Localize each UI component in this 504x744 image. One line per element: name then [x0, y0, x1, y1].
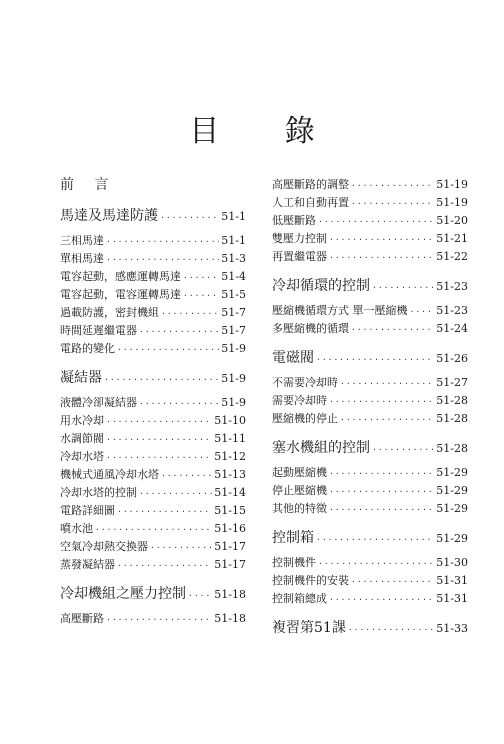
toc-chapter-entry [60, 176, 246, 194]
dot-leader [106, 251, 219, 268]
toc-entry-title: 空氣冷却熱交換器 [60, 540, 148, 553]
toc-page-number: 51-3 [221, 252, 246, 265]
toc-page-number: 51-30 [436, 556, 468, 569]
dot-leader [106, 431, 212, 448]
toc-page-number: 51-23 [436, 280, 468, 293]
dot-leader [351, 195, 434, 212]
toc-page-number: 51-4 [221, 270, 246, 283]
toc-page-number: 51-31 [436, 574, 468, 587]
dot-leader [318, 555, 434, 572]
dot-leader [117, 557, 212, 574]
toc-entry [60, 232, 246, 250]
toc-entry [60, 250, 246, 268]
toc-chapter-entry [272, 346, 468, 370]
toc-page-number: 51-9 [221, 372, 246, 385]
toc-entry [272, 194, 468, 212]
dot-leader [340, 411, 434, 428]
toc-page-number: 51-17 [214, 558, 246, 571]
toc-entry [272, 248, 468, 266]
dot-leader [106, 413, 212, 430]
toc-entry [60, 556, 246, 574]
toc-entry-title: 不需要冷却時 [272, 376, 338, 389]
toc-entry-title: 液體冷卻凝結器 [60, 396, 137, 409]
toc-entry-title: 冷却機組之壓力控制 [60, 586, 186, 602]
toc-entry [272, 230, 468, 248]
dot-leader [183, 269, 219, 286]
toc-entry [60, 322, 246, 340]
toc-entry-title: 高壓斷路 [60, 612, 104, 625]
toc-entry [60, 448, 246, 466]
dot-leader [183, 287, 219, 304]
toc-left-column [60, 176, 246, 628]
toc-entry-title: 機械式通風冷却水塔 [60, 468, 159, 481]
toc-entry [272, 590, 468, 608]
toc-page-number: 51-1 [221, 210, 246, 223]
toc-entry-title: 多壓縮機的循環 [272, 322, 349, 335]
toc-page-number: 51-24 [436, 322, 468, 335]
toc-entry [272, 302, 468, 320]
toc-page-number: 51-11 [214, 432, 246, 445]
toc-entry-title: 用水冷却 [60, 414, 104, 427]
toc-page-number: 51-19 [436, 178, 468, 191]
dot-leader [329, 483, 434, 500]
toc-entry [60, 484, 246, 502]
toc-entry-title: 過載防護，密封機組 [60, 306, 159, 319]
dot-leader [318, 213, 434, 230]
dot-leader [188, 584, 212, 606]
toc-entry-title: 控制箱 [272, 530, 314, 546]
toc-page-number: 51-5 [221, 288, 246, 301]
toc-page-number: 51-19 [436, 196, 468, 209]
toc-page-number: 51-12 [214, 450, 246, 463]
toc-page-number: 51-16 [214, 522, 246, 535]
dot-leader [329, 465, 434, 482]
toc-entry-title: 低壓斷路 [272, 214, 316, 227]
toc-page-number: 51-29 [436, 502, 468, 515]
toc-entry [272, 392, 468, 410]
toc-entry [272, 374, 468, 392]
toc-page-number: 51-29 [436, 484, 468, 497]
toc-entry-title: 高壓斷路的調整 [272, 178, 349, 191]
toc-entry [272, 212, 468, 230]
toc-page-number: 51-7 [221, 306, 246, 319]
toc-page-number: 51-22 [436, 250, 468, 263]
toc-page-number: 51-33 [436, 622, 468, 635]
dot-leader [139, 485, 212, 502]
toc-page-number: 51-27 [436, 376, 468, 389]
dot-leader [106, 611, 212, 628]
toc-page-number: 51-31 [436, 592, 468, 605]
dot-leader [329, 501, 434, 518]
toc-page-number: 51-17 [214, 540, 246, 553]
toc-entry-title: 複習第51課 [272, 620, 346, 636]
dot-leader [161, 467, 212, 484]
toc-page-number: 51-15 [214, 504, 246, 517]
toc-entry-title: 三相馬達 [60, 234, 104, 247]
toc-entry [60, 340, 246, 358]
dot-leader [329, 231, 434, 248]
dot-leader [348, 618, 434, 640]
toc-entry-title: 再置繼電器 [272, 250, 327, 263]
toc-entry [60, 304, 246, 322]
toc-chapter-entry [60, 366, 246, 390]
toc-entry-title: 停止壓縮機 [272, 484, 327, 497]
toc-page-number: 51-21 [436, 232, 468, 245]
toc-page-number: 51-28 [436, 412, 468, 425]
toc-page-number: 51-28 [436, 442, 468, 455]
toc-entry-title: 人工和自動再置 [272, 196, 349, 209]
toc-right-column [272, 176, 468, 644]
toc-entry-title: 電路的變化 [60, 342, 115, 355]
toc-entry [60, 412, 246, 430]
toc-entry-title: 控制機件 [272, 556, 316, 569]
toc-entry [60, 610, 246, 628]
dot-leader [316, 528, 434, 550]
dot-leader [160, 206, 219, 228]
toc-page-number: 51-18 [214, 612, 246, 625]
toc-chapter-entry [272, 616, 468, 640]
toc-page-number: 51-1 [221, 234, 246, 247]
toc-entry-title: 需要冷却時 [272, 394, 327, 407]
toc-entry-title: 電容起動，感應運轉馬達 [60, 270, 181, 283]
toc-entry-title: 壓縮機的停止 [272, 412, 338, 425]
dot-leader [351, 177, 434, 194]
toc-page-number: 51-29 [436, 532, 468, 545]
toc-chapter-entry [60, 204, 246, 228]
toc-entry [272, 464, 468, 482]
toc-entry-title: 其他的特徵 [272, 502, 327, 515]
toc-entry-title: 電磁閥 [272, 350, 314, 366]
dot-leader [106, 449, 212, 466]
toc-entry-title: 起動壓縮機 [272, 466, 327, 479]
dot-leader [351, 573, 434, 590]
toc-entry-title: 前 言 [60, 177, 117, 193]
dot-leader [329, 249, 434, 266]
toc-page-number: 51-18 [214, 588, 246, 601]
toc-page-number: 51-13 [214, 468, 246, 481]
toc-entry [272, 176, 468, 194]
dot-leader [340, 375, 434, 392]
toc-entry-title: 塞水機組的控制 [272, 440, 370, 456]
toc-entry-title: 雙壓力控制 [272, 232, 327, 245]
toc-entry-title: 水調節閥 [60, 432, 104, 445]
dot-leader [95, 521, 212, 538]
toc-page-number: 51-10 [214, 414, 246, 427]
toc-entry [60, 430, 246, 448]
dot-leader [150, 539, 212, 556]
toc-page-number: 51-26 [436, 352, 468, 365]
toc-page-number: 51-28 [436, 394, 468, 407]
toc-page-number: 51-29 [436, 466, 468, 479]
toc-chapter-entry [272, 274, 468, 298]
toc-entry-title: 凝結器 [60, 370, 102, 386]
dot-leader [139, 395, 219, 412]
dot-leader [372, 438, 434, 460]
toc-page-number: 51-7 [221, 324, 246, 337]
dot-leader [117, 503, 212, 520]
toc-entry [60, 520, 246, 538]
toc-entry-title: 馬達及馬達防護 [60, 208, 158, 224]
dot-leader [372, 276, 434, 298]
dot-leader [104, 368, 219, 390]
dot-leader [410, 303, 435, 320]
toc-entry [272, 572, 468, 590]
toc-entry [272, 320, 468, 338]
toc-entry-title: 電路詳細圖 [60, 504, 115, 517]
toc-page-number: 51-14 [214, 486, 246, 499]
toc-entry [272, 554, 468, 572]
toc-page-number: 51-23 [436, 304, 468, 317]
toc-entry [272, 500, 468, 518]
toc-entry [60, 268, 246, 286]
dot-leader [316, 348, 434, 370]
toc-chapter-entry [60, 582, 246, 606]
toc-chapter-entry [272, 436, 468, 460]
dot-leader [329, 591, 434, 608]
dot-leader [161, 305, 219, 322]
toc-page-number: 51-9 [221, 396, 246, 409]
toc-page-number: 51-20 [436, 214, 468, 227]
dot-leader [139, 323, 219, 340]
toc-entry [272, 410, 468, 428]
toc-entry-title: 冷却水塔的控制 [60, 486, 137, 499]
toc-entry [60, 286, 246, 304]
toc-page-number: 51-9 [221, 342, 246, 355]
toc-chapter-entry [272, 526, 468, 550]
toc-entry-title: 噴水池 [60, 522, 93, 535]
toc-entry-title: 蒸發凝結器 [60, 558, 115, 571]
toc-entry [60, 502, 246, 520]
toc-entry [272, 482, 468, 500]
toc-entry-title: 冷却循環的控制 [272, 278, 370, 294]
toc-entry-title: 壓縮機循環方式 單一壓縮機 [272, 304, 408, 317]
dot-leader [351, 321, 434, 338]
toc-entry-title: 時間延遲繼電器 [60, 324, 137, 337]
toc-entry [60, 466, 246, 484]
toc-entry-title: 單相馬達 [60, 252, 104, 265]
toc-entry-title: 冷却水塔 [60, 450, 104, 463]
dot-leader [329, 393, 434, 410]
toc-entry-title: 控制箱總成 [272, 592, 327, 605]
page-title: 目 錄 [189, 114, 343, 149]
toc-entry-title: 控制機件的安裝 [272, 574, 349, 587]
toc-entry [60, 538, 246, 556]
dot-leader [117, 341, 219, 358]
toc-entry [60, 394, 246, 412]
dot-leader [106, 233, 219, 250]
toc-entry-title: 電容起動，電容運轉馬達 [60, 288, 181, 301]
